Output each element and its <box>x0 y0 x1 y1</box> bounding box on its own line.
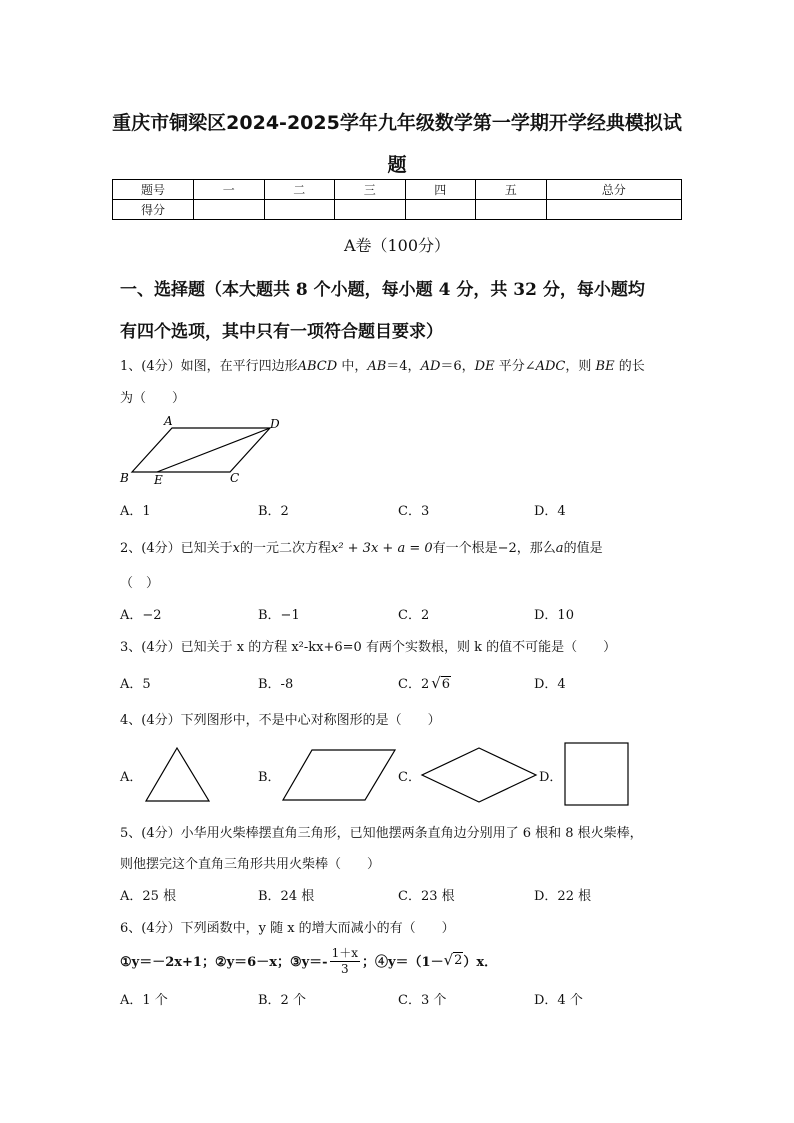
q2-equation: x² + 3x + a = 0 <box>330 541 433 556</box>
q1-text-part: ，则 <box>565 359 596 374</box>
q1-text-part: 1、(4分）如图，在平行四边形 <box>120 359 298 374</box>
question-1-text-continued: 为（ ） <box>120 391 186 406</box>
q3-option-a[interactable]: A．5 <box>120 677 151 692</box>
score-row-label: 得分 <box>113 200 194 220</box>
q2-option-c[interactable]: C．2 <box>398 608 430 623</box>
q3-option-c[interactable] <box>398 673 451 692</box>
square-outline <box>565 743 628 805</box>
q1-var: ABCD <box>297 359 338 374</box>
q6-option-b[interactable]: B．2 个 <box>258 993 306 1008</box>
q1-option-b[interactable]: B．2 <box>258 504 289 519</box>
question-2-text <box>120 537 603 556</box>
score-table-header-cell: 五 <box>476 180 547 200</box>
rhombus-outline <box>422 748 536 802</box>
sqrt-radicand: 6 <box>441 677 451 692</box>
question-3-text: 3、(4分）已知关于 x 的方程 x²-kx+6=0 有两个实数根，则 k 的值不可能是（ ） <box>120 640 617 655</box>
page-title-continued: 题 <box>387 154 407 176</box>
q2-text-part: 的一元二次方程 <box>239 541 331 556</box>
q4-option-c[interactable]: C． <box>398 770 421 785</box>
question-6-text: 6、(4分）下列函数中，y 随 x 的增大而减小的有（ ） <box>120 921 455 936</box>
section-heading-continued: 有四个选项，其中只有一项符合题目要求） <box>120 322 443 342</box>
label-b: B <box>120 471 129 485</box>
q6-option-c[interactable]: C．3 个 <box>398 993 447 1008</box>
label-c: C <box>230 471 240 485</box>
q1-text-part: ＝4， <box>386 359 421 374</box>
score-cell[interactable] <box>335 200 406 220</box>
q1-var: DE <box>474 359 495 374</box>
parallelogram-shape <box>282 748 398 802</box>
question-1-text <box>120 355 645 374</box>
score-table-score-row <box>113 200 682 220</box>
q6-option-d[interactable]: D．4 个 <box>534 993 583 1008</box>
q5-option-c[interactable]: C．23 根 <box>398 889 455 904</box>
score-table-header-cell: 题号 <box>113 180 194 200</box>
score-table-header-cell: 总分 <box>546 180 682 200</box>
q1-option-d[interactable]: D．4 <box>534 504 566 519</box>
fraction-numerator: 1＋x <box>331 946 358 960</box>
q6-functions-part: ①y＝－2x+1；②y＝6－x；③y＝- <box>120 954 328 970</box>
question-2-text-continued: （ ） <box>120 576 160 591</box>
score-cell[interactable] <box>405 200 476 220</box>
q6-option-a[interactable]: A．1 个 <box>120 993 168 1008</box>
q4-option-b[interactable]: B． <box>258 770 281 785</box>
q1-var: AD <box>420 359 441 374</box>
score-table-header-cell: 一 <box>194 180 265 200</box>
q2-var-x: x <box>232 541 240 556</box>
volume-heading: A卷（100分） <box>343 236 451 255</box>
q1-option-a[interactable]: A．1 <box>120 504 151 519</box>
sqrt-radicand: 2 <box>454 953 463 968</box>
fraction <box>330 944 360 976</box>
label-d: D <box>270 417 280 431</box>
score-table-header-row <box>113 180 682 200</box>
score-table-header-cell: 二 <box>264 180 335 200</box>
label-a: A <box>164 414 173 428</box>
q2-text-part: 的值是 <box>563 541 603 556</box>
q3-option-d[interactable]: D．4 <box>534 677 566 692</box>
q1-text-part: 中， <box>337 359 368 374</box>
q1-var: AB <box>367 359 387 374</box>
q5-option-d[interactable]: D．22 根 <box>534 889 592 904</box>
question-4-text: 4、(4分）下列图形中，不是中心对称图形的是（ ） <box>120 713 441 728</box>
fraction-denominator: 3 <box>340 962 349 976</box>
q1-text-part: ＝6， <box>440 359 475 374</box>
parallelogram-figure <box>118 412 288 488</box>
triangle-outline <box>146 748 209 801</box>
q5-option-a[interactable]: A．25 根 <box>120 889 177 904</box>
question-5-text: 5、(4分）小华用火柴棒摆直角三角形，已知他摆两条直角边分别用了 6 根和 8 根火柴棒， <box>120 826 643 841</box>
sqrt-sign: √ <box>443 951 454 969</box>
score-cell[interactable] <box>194 200 265 220</box>
q3-option-c-label: C．2 <box>398 677 430 692</box>
q2-option-d[interactable]: D．10 <box>534 608 574 623</box>
page-title: 重庆市铜梁区2024-2025学年九年级数学第一学期开学经典模拟试 <box>112 112 682 134</box>
q2-option-a[interactable]: A．−2 <box>120 608 162 623</box>
score-cell[interactable] <box>476 200 547 220</box>
triangle-shape <box>143 745 213 805</box>
square-shape <box>563 741 631 807</box>
sqrt-sign: √ <box>431 674 441 692</box>
q1-var: BE <box>595 359 615 374</box>
q5-option-b[interactable]: B．24 根 <box>258 889 315 904</box>
q2-option-b[interactable]: B．−1 <box>258 608 300 623</box>
q2-text-part: 有一个根是−2，那么 <box>432 541 556 556</box>
q2-text-part: 2、(4分）已知关于 <box>120 541 233 556</box>
score-cell[interactable] <box>546 200 682 220</box>
q4-option-d[interactable]: D． <box>539 770 563 785</box>
q1-option-c[interactable]: C．3 <box>398 504 430 519</box>
score-table <box>112 179 682 220</box>
q6-functions-part: ）x． <box>463 954 498 970</box>
q1-text-part: 的长 <box>614 359 645 374</box>
q4-option-a[interactable]: A． <box>120 770 143 785</box>
segment-de <box>157 428 270 472</box>
q6-functions <box>120 944 497 976</box>
label-e: E <box>154 473 163 487</box>
score-table-header-cell: 三 <box>335 180 406 200</box>
q6-functions-part: ；④y＝（1－ <box>361 954 444 970</box>
q3-option-b[interactable]: B．-8 <box>258 677 294 692</box>
parallelogram-abcd <box>132 428 270 472</box>
score-table-header-cell: 四 <box>405 180 476 200</box>
q1-text-part: 平分∠ <box>494 359 536 374</box>
q1-var: ADC <box>535 359 566 374</box>
rhombus-shape <box>419 746 539 804</box>
question-5-text-continued: 则他摆完这个直角三角形共用火柴棒（ ） <box>120 857 381 872</box>
section-heading: 一、选择题（本大题共 8 个小题，每小题 4 分，共 32 分，每小题均 <box>120 280 645 300</box>
parallelogram-outline <box>283 750 395 800</box>
score-cell[interactable] <box>264 200 335 220</box>
q2-var-a: a <box>555 541 564 556</box>
